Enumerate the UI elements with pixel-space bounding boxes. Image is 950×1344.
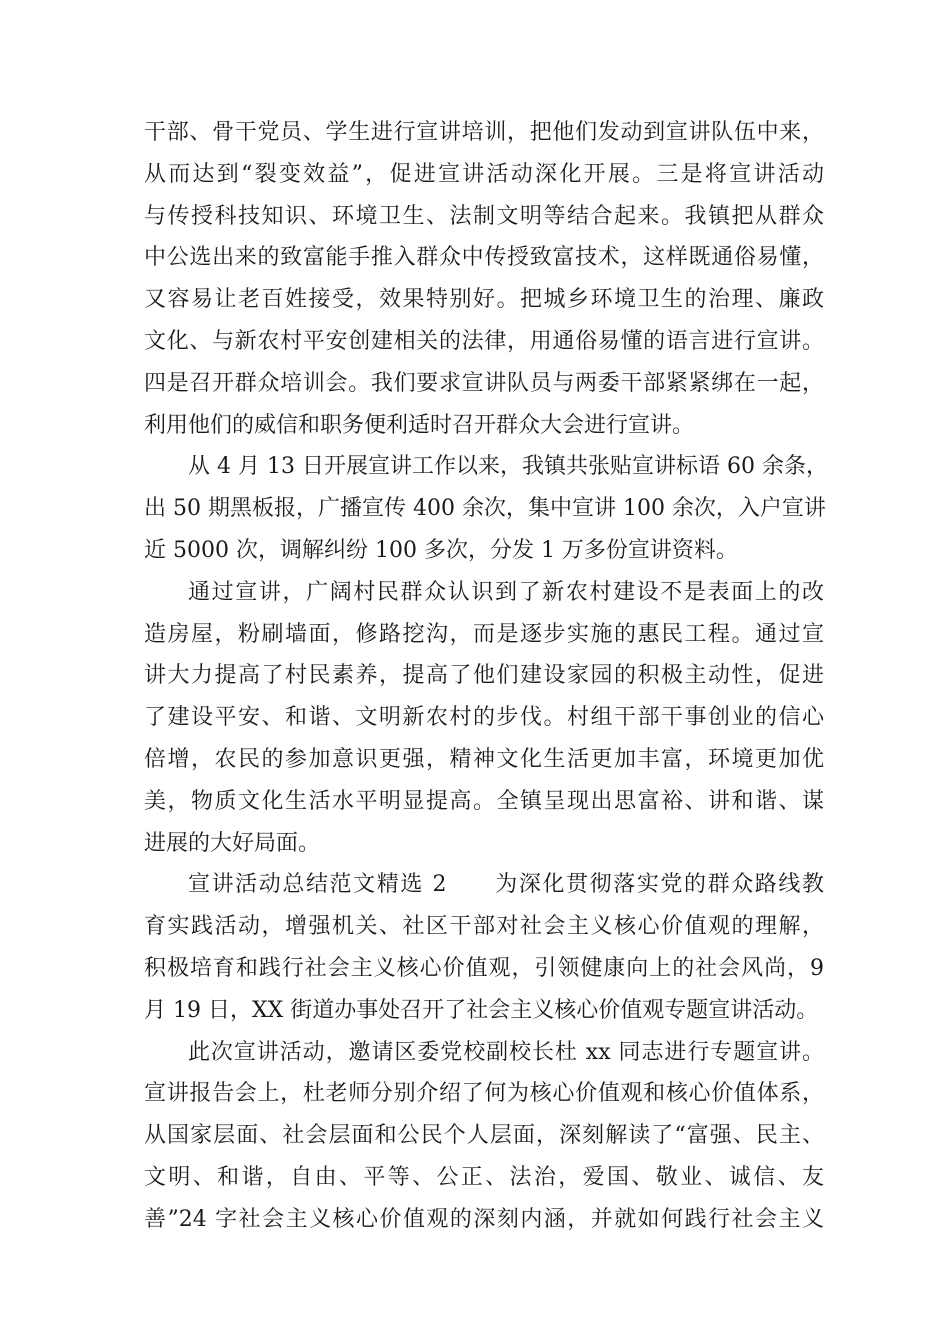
text-line: 此次宣讲活动，邀请区委党校副校长杜 xx 同志进行专题宣讲。 (188, 1039, 824, 1065)
text-line: 造房屋，粉刷墙面，修路挖沟，而是逐步实施的惠民工程。通过宣 (144, 621, 824, 647)
paragraph (144, 572, 824, 865)
text-line: 干部、骨干党员、学生进行宣讲培训，把他们发动到宣讲队伍中来， (144, 120, 824, 145)
paragraph (144, 864, 824, 1031)
text-line: 通过宣讲，广阔村民群众认识到了新农村建设不是表面上的改 (188, 579, 824, 605)
paragraph (144, 112, 824, 446)
text-line: 讲大力提高了村民素养，提高了他们建设家园的积极主动性，促进 (144, 663, 824, 689)
text-line: 出 50 期黑板报，广播宣传 400 余次，集中宣讲 100 余次，入户宣讲 (144, 496, 826, 522)
text-line: 近 5000 次，调解纠纷 100 多次，分发 1 万多份宣讲资料。 (144, 537, 738, 563)
document-body (144, 112, 828, 1241)
text-line: 四是召开群众培训会。我们要求宣讲队员与两委干部紧紧绑在一起， (144, 370, 824, 396)
text-line: 育实践活动，增强机关、社区干部对社会主义核心价值观的理解， (144, 914, 824, 940)
text-line: 与传授科技知识、环境卫生、法制文明等结合起来。我镇把从群众 (144, 203, 824, 229)
text-line: 宣讲活动总结范文精选 2 为深化贯彻落实党的群众路线教 (188, 872, 824, 898)
text-line: 从而达到“裂变效益”，促进宣讲活动深化开展。三是将宣讲活动 (144, 161, 824, 187)
text-line: 进展的大好局面。 (144, 830, 321, 856)
text-line: 倍增，农民的参加意识更强，精神文化生活更加丰富，环境更加优 (144, 746, 824, 772)
text-line: 从 4 月 13 日开展宣讲工作以来，我镇共张贴宣讲标语 60 余条， (188, 454, 828, 480)
text-line: 了建设平安、和谐、文明新农村的步伐。村组干部干事创业的信心 (144, 705, 824, 731)
text-line: 文明、和谐，自由、平等、公正、法治，爱国、敬业、诚信、友 (144, 1164, 824, 1190)
text-line: 宣讲报告会上，杜老师分别介绍了何为核心价值观和核心价值体系， (144, 1081, 824, 1107)
text-line: 积极培育和践行社会主义核心价值观，引领健康向上的社会风尚，9 (144, 955, 824, 981)
text-line: 善”24 字社会主义核心价值观的深刻内涵，并就如何践行社会主义 (144, 1206, 824, 1232)
text-line: 中公选出来的致富能手推入群众中传授致富技术，这样既通俗易懂， (144, 245, 824, 271)
paragraph (144, 1032, 824, 1241)
text-line: 利用他们的威信和职务便利适时召开群众大会进行宣讲。 (144, 412, 695, 438)
text-line: 又容易让老百姓接受，效果特别好。把城乡环境卫生的治理、廉政 (144, 287, 824, 313)
paragraph (144, 446, 828, 571)
text-line: 文化、与新农村平安创建相关的法律，用通俗易懂的语言进行宣讲。 (144, 328, 824, 354)
text-line: 月 19 日，XX 街道办事处召开了社会主义核心价值观专题宣讲活动。 (144, 997, 819, 1023)
text-line: 美，物质文化生活水平明显提高。全镇呈现出思富裕、讲和谐、谋 (144, 788, 824, 814)
text-line: 从国家层面、社会层面和公民个人层面，深刻解读了“富强、民主、 (144, 1123, 824, 1149)
